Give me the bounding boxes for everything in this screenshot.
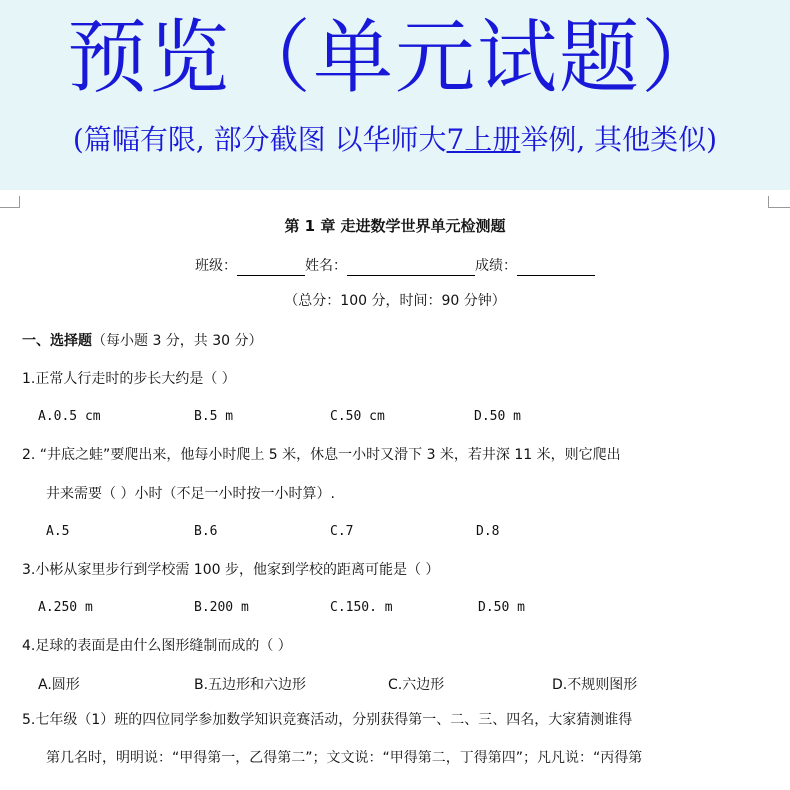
q1-option-a: A.0.5 cm xyxy=(38,409,101,424)
q2-option-b: B.6 xyxy=(194,524,218,539)
exam-title: 第 1 章 走进数学世界单元检测题 xyxy=(284,217,506,235)
subtitle-highlight: 7上册 xyxy=(446,123,521,156)
question-4-line-1: 4.足球的表面是由什么图形缝制而成的（ ） xyxy=(22,638,292,654)
subtitle-after: 举例, 其他类似) xyxy=(520,123,718,156)
grade-blank xyxy=(517,260,595,276)
grade-label: 成绩： xyxy=(475,258,517,274)
q1-option-b: B.5 m xyxy=(194,409,234,424)
banner-subtitle xyxy=(0,120,790,160)
q3-option-b: B.200 m xyxy=(194,600,249,615)
question-5-line-1: 5.七年级（1）班的四位同学参加数学知识竞赛活动，分别获得第一、二、三、四名，大家猜测谁得 xyxy=(22,712,633,728)
section-title: 一、选择题 xyxy=(22,333,92,349)
class-blank xyxy=(237,260,305,276)
question-5-line-2: 第几名时，明明说：“甲得第一，乙得第二”；文文说：“甲得第二，丁得第四”；凡凡说：“丙得第 xyxy=(46,750,643,766)
q3-option-d: D.50 m xyxy=(478,600,525,615)
subtitle-before: (篇幅有限, 部分截图 以华师大 xyxy=(72,123,447,156)
preview-banner xyxy=(0,0,790,190)
q2-option-d: D.8 xyxy=(476,524,500,539)
question-1-line-1: 1.正常人行走时的步长大约是（ ） xyxy=(22,371,236,387)
name-label: 姓名： xyxy=(305,258,347,274)
q4-option-a: A.圆形 xyxy=(38,677,80,693)
question-2-line-2: 井来需要（ ）小时（不足一小时按一小时算）. xyxy=(46,486,335,502)
exam-document xyxy=(0,200,790,790)
section-note: （每小题 3 分，共 30 分） xyxy=(92,333,263,349)
q2-option-c: C.7 xyxy=(330,524,354,539)
name-blank xyxy=(347,260,475,276)
q4-option-c: C.六边形 xyxy=(388,677,445,693)
student-info-line xyxy=(0,256,790,276)
q4-option-b: B.五边形和六边形 xyxy=(194,677,307,693)
banner-title: 预览（单元试题） xyxy=(67,11,723,104)
q4-option-d: D.不规则图形 xyxy=(552,677,638,693)
question-2-line-1: 2. “井底之蛙”要爬出来，他每小时爬上 5 米，休息一小时又滑下 3 米，若井深 11 米，则它爬出 xyxy=(22,447,621,463)
section-heading xyxy=(22,331,263,351)
q3-option-c: C.150. m xyxy=(330,600,393,615)
q3-option-a: A.250 m xyxy=(38,600,93,615)
class-label: 班级： xyxy=(195,258,237,274)
q1-option-c: C.50 cm xyxy=(330,409,385,424)
score-note: （总分：100 分，时间：90 分钟） xyxy=(284,293,506,309)
q1-option-d: D.50 m xyxy=(474,409,521,424)
question-3-line-1: 3.小彬从家里步行到学校需 100 步，他家到学校的距离可能是（ ） xyxy=(22,562,440,578)
q2-option-a: A.5 xyxy=(46,524,70,539)
